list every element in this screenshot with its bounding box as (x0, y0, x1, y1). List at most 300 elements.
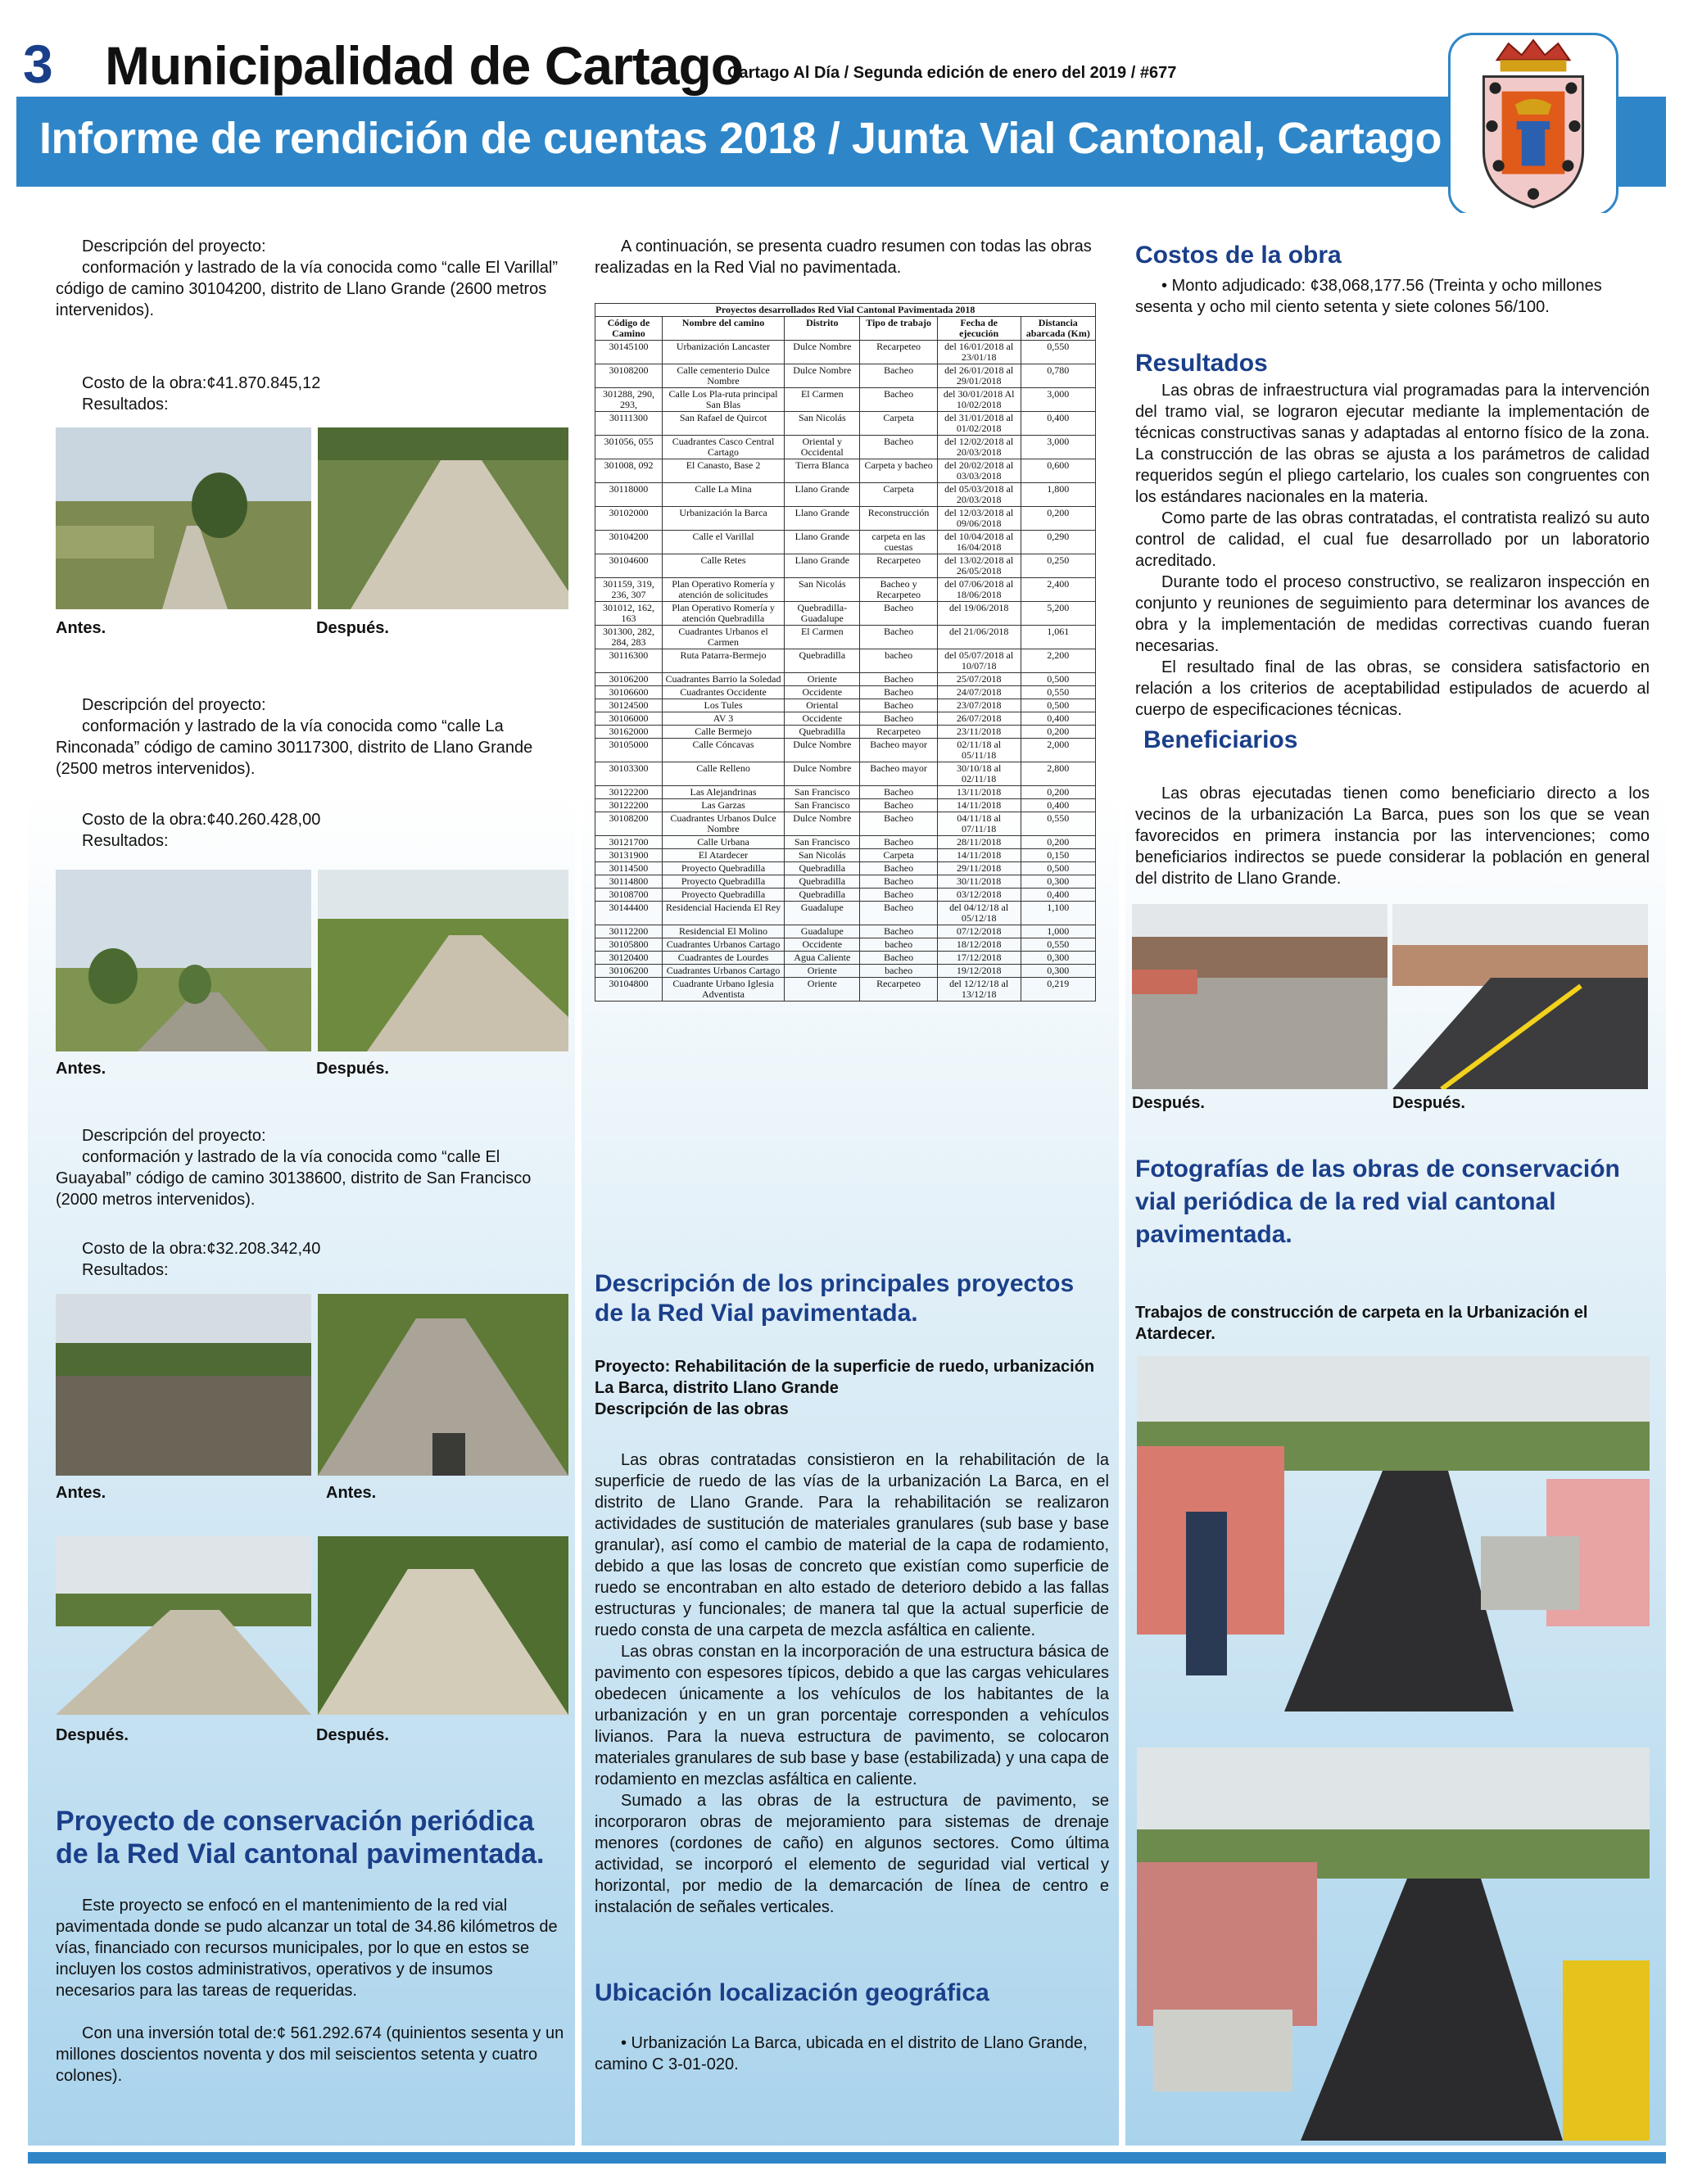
table-cell: Bacheo mayor (860, 739, 937, 762)
table-cell: Quebradilla (785, 862, 860, 875)
table-cell: 30145100 (595, 341, 663, 364)
table-cell: Plan Operativo Romería y atención Quebradilla (662, 602, 784, 626)
section-title-costs: Costos de la obra (1135, 242, 1342, 269)
periodic-conservation-para-1: Este proyecto se enfocó en el mantenimiento de la red vial pavimentada donde se pudo alcanzar un total de 34.86 kilómetros de vías, financiado con recursos municipales, por lo que en estos se incluyen los costos administrativos, operativos y de insumos necesarios para las tareas de requeridas. (56, 1897, 558, 2000)
costs-text: • Monto adjudicado: ¢38,068,177.56 (Treinta y ocho millones sesenta y ocho mil ciento setenta y siete colones 56/100. (1135, 277, 1602, 316)
project2-description (56, 694, 567, 780)
results-block (1135, 380, 1650, 721)
table-cell: 0,219 (1021, 978, 1095, 1002)
table-row (595, 799, 1096, 812)
project1-desc-label: Descripción del proyecto: (82, 237, 266, 255)
table-row (595, 673, 1096, 686)
caption-after: Después. (316, 1726, 389, 1744)
table-cell: del 12/03/2018 al 09/06/2018 (937, 507, 1021, 531)
table-cell: 0,550 (1021, 686, 1095, 699)
table-cell: del 30/01/2018 Al 10/02/2018 (937, 388, 1021, 412)
table-cell: Bacheo (860, 862, 937, 875)
table-cell: 30/10/18 al 02/11/18 (937, 762, 1021, 786)
table-cell: Cuadrantes Urbanos Dulce Nombre (662, 812, 784, 836)
table-cell: Oriente (785, 673, 860, 686)
photo-el-atardecer-paving-2 (1137, 1748, 1650, 2141)
table-row (595, 699, 1096, 712)
caption-before: Antes. (326, 1484, 377, 1502)
table-cell: San Francisco (785, 786, 860, 799)
table-cell: Calle cementerio Dulce Nombre (662, 364, 784, 388)
table-cell: bacheo (860, 649, 937, 673)
table-cell: del 31/01/2018 al 01/02/2018 (937, 412, 1021, 436)
section-title-photos: Fotografías de las obras de conservación vial periódica de la red vial cantonal pavimentada. (1135, 1155, 1620, 1248)
table-cell: Occidente (785, 686, 860, 699)
table-cell: 3,000 (1021, 436, 1095, 459)
table-cell: 0,400 (1021, 799, 1095, 812)
table-cell: El Carmen (785, 626, 860, 649)
table-cell: 2,400 (1021, 578, 1095, 602)
table-cell: 0,250 (1021, 554, 1095, 578)
table-row (595, 965, 1096, 978)
table-cell: Dulce Nombre (785, 341, 860, 364)
works-heading: Descripción de las obras (595, 1400, 789, 1418)
table-cell: 26/07/2018 (937, 712, 1021, 726)
table-cell: Calle Urbana (662, 836, 784, 849)
caption-before: Antes. (56, 1484, 106, 1502)
table-cell: 30108200 (595, 812, 663, 836)
table-cell: Reconstrucción (860, 507, 937, 531)
caption-before: Antes. (56, 619, 106, 637)
table-cell: Proyecto Quebradilla (662, 862, 784, 875)
photo-el-varillal-before (56, 427, 311, 609)
table-cell: 301012, 162, 163 (595, 602, 663, 626)
table-cell: Cuadrantes Urbanos Cartago (662, 965, 784, 978)
table-cell: 04/11/18 al 07/11/18 (937, 812, 1021, 836)
periodic-conservation-text (56, 1895, 567, 2087)
table-cell: 30103300 (595, 762, 663, 786)
main-project-para-1: Las obras contratadas consistieron en la rehabilitación de la superficie de ruedo de las vías de la urbanización La Barca, en el distrito de Llano Grande. Para la rehabilitación se realizaron actividades de sustitución de materiales granulares (sub base y base granular), así como el cambio de material de la capa de rodamiento, debido a que las losas de concreto que existían como superficie de ruedo se encontraban en alto estado de deterioro debido a las fallas estructuras y funcionales; de manera tal que la actual superficie de ruedo consta de una carpeta de mezcla asfáltica en caliente. (595, 1451, 1109, 1639)
table-cell: Calle el Varillal (662, 531, 784, 554)
table-cell: Bacheo (860, 673, 937, 686)
table-row (595, 388, 1096, 412)
table-cell: Carpeta y bacheo (860, 459, 937, 483)
table-row (595, 483, 1096, 507)
table-cell: El Canasto, Base 2 (662, 459, 784, 483)
table-cell: Bacheo (860, 786, 937, 799)
table-cell: Cuadrantes de Lourdes (662, 952, 784, 965)
table-cell: Guadalupe (785, 902, 860, 925)
table-cell: Recarpeteo (860, 341, 937, 364)
table-cell: 23/11/2018 (937, 726, 1021, 739)
table-cell: 30124500 (595, 699, 663, 712)
table-cell: 14/11/2018 (937, 799, 1021, 812)
caption-after: Después. (1132, 1094, 1205, 1112)
table-cell: Bacheo (860, 889, 937, 902)
table-cell: Bacheo (860, 436, 937, 459)
table-cell: Oriente (785, 978, 860, 1002)
table-cell: Calle Cóncavas (662, 739, 784, 762)
project1-desc-text: conformación y lastrado de la vía conocida como “calle El Varillal” código de camino 30104200, distrito de Llano Grande (2600 metros intervenidos). (56, 259, 559, 319)
table-cell: 1,800 (1021, 483, 1095, 507)
table-cell: del 20/02/2018 al 03/03/2018 (937, 459, 1021, 483)
results-para-1: Las obras de infraestructura vial programadas para la intervención del tramo vial, se lograron ejecutar mediante la implementación de técnicas constructivas sanas y adaptadas al entorno físico de la zona. La construcción de las obras se ajusta a los parámetros de calidad requeridos según el pliego cartelario, los cuales son congruentes con los estándares nacionales en la materia. (1135, 382, 1650, 506)
table-cell: 0,200 (1021, 507, 1095, 531)
table-cell: 0,200 (1021, 836, 1095, 849)
caption-after: Después. (56, 1726, 129, 1744)
table-cell: Cuadrantes Urbanos el Carmen (662, 626, 784, 649)
project2-desc-text: conformación y lastrado de la vía conocida como “calle La Rinconada” código de camino 30117300, distrito de Llano Grande (2500 metros intervenidos). (56, 717, 533, 778)
project3-cost: Costo de la obra:¢32.208.342,40 (82, 1240, 321, 1258)
photos-caption: Trabajos de construcción de carpeta en la Urbanización el Atardecer. (1135, 1304, 1588, 1343)
table-row (595, 554, 1096, 578)
table-cell: Carpeta (860, 412, 937, 436)
table-row (595, 812, 1096, 836)
bottom-bar (28, 2152, 1666, 2164)
table-row (595, 626, 1096, 649)
table-cell: Proyecto Quebradilla (662, 875, 784, 889)
table-cell: Bacheo (860, 712, 937, 726)
caption-after: Después. (316, 619, 389, 637)
table-row (595, 952, 1096, 965)
table-cell: 30121700 (595, 836, 663, 849)
table-cell: 30106000 (595, 712, 663, 726)
table-row (595, 649, 1096, 673)
project2-desc-label: Descripción del proyecto: (82, 696, 266, 714)
table-cell: 0,500 (1021, 699, 1095, 712)
photo-el-guayabal-after-2 (318, 1536, 568, 1715)
caption-after: Después. (1392, 1094, 1465, 1112)
table-cell: del 12/02/2018 al 20/03/2018 (937, 436, 1021, 459)
table-cell: Cuadrante Urbano Iglesia Adventista (662, 978, 784, 1002)
table-cell: bacheo (860, 965, 937, 978)
table-cell: Cuadrantes Urbanos Cartago (662, 938, 784, 952)
table-cell: 30102000 (595, 507, 663, 531)
project3-desc-text: conformación y lastrado de la vía conocida como “calle El Guayabal” código de camino 30138600, distrito de San Francisco (2000 metros intervenidos). (56, 1148, 532, 1209)
table-row (595, 726, 1096, 739)
table-cell: Las Garzas (662, 799, 784, 812)
table-cell: 301008, 092 (595, 459, 663, 483)
table-cell: 0,400 (1021, 712, 1095, 726)
results-para-4: El resultado final de las obras, se considera satisfactorio en relación a los criterios de aceptabilidad estipulados de acuerdo al cuerpo de especificaciones técnicas. (1135, 658, 1650, 719)
table-cell: AV 3 (662, 712, 784, 726)
location-block (595, 2033, 1109, 2075)
banner-title: Informe de rendición de cuentas 2018 / Junta Vial Cantonal, Cartago (39, 114, 1442, 163)
table-cell: 0,300 (1021, 965, 1095, 978)
table-cell: Bacheo (860, 925, 937, 938)
table-cell: 30116300 (595, 649, 663, 673)
table-cell: Carpeta (860, 849, 937, 862)
main-project-para-2: Las obras constan en la incorporación de una estructura básica de pavimento con espesores típicos, debido a que las cargas vehiculares obedecen únicamente a los vehículos de los habitantes de la urbanización y en un gran porcentaje corresponden a vehículos livianos. Para la nueva estructura de pavimento, se colocaron materiales granulares de sub base y base (estabilizada) y una capa de rodamiento en mezclas asfáltica en caliente. (595, 1643, 1109, 1788)
table-cell: Cuadrantes Occidente (662, 686, 784, 699)
table-row (595, 686, 1096, 699)
table-cell: 0,400 (1021, 889, 1095, 902)
table-cell: 0,550 (1021, 812, 1095, 836)
table-cell: 0,400 (1021, 412, 1095, 436)
table-row (595, 341, 1096, 364)
table-cell: Bacheo y Recarpeteo (860, 578, 937, 602)
table-cell: 30162000 (595, 726, 663, 739)
table-cell: Oriente (785, 965, 860, 978)
table-cell: 30/11/2018 (937, 875, 1021, 889)
table-cell: 0,290 (1021, 531, 1095, 554)
table-row (595, 712, 1096, 726)
project1-cost: Costo de la obra:¢41.870.845,12 (82, 374, 321, 392)
table-cell: 30144400 (595, 902, 663, 925)
table-row (595, 938, 1096, 952)
photo-el-atardecer-paving-1 (1137, 1356, 1650, 1711)
table-cell: Dulce Nombre (785, 364, 860, 388)
table-cell: Bacheo (860, 699, 937, 712)
table-cell: El Atardecer (662, 849, 784, 862)
main-project-description (595, 1449, 1109, 1918)
table-header-row (595, 317, 1096, 341)
table-cell: 30108200 (595, 364, 663, 388)
table-cell: Bacheo (860, 626, 937, 649)
table-cell: Recarpeteo (860, 978, 937, 1002)
table-cell: 18/12/2018 (937, 938, 1021, 952)
table-cell: 2,800 (1021, 762, 1095, 786)
table-cell: Quebradilla (785, 726, 860, 739)
table-cell: 29/11/2018 (937, 862, 1021, 875)
section-title-periodic-conservation: Proyecto de conservación periódica de la Red Vial cantonal pavimentada. (56, 1806, 545, 1870)
section-title-results: Resultados (1135, 350, 1268, 377)
table-cell: San Rafael de Quircot (662, 412, 784, 436)
table-cell: 02/11/18 al 05/11/18 (937, 739, 1021, 762)
table-cell: bacheo (860, 938, 937, 952)
table-cell: 17/12/2018 (937, 952, 1021, 965)
table-cell: 14/11/2018 (937, 849, 1021, 862)
table-row (595, 862, 1096, 875)
table-cell: 30104200 (595, 531, 663, 554)
table-cell: Bacheo (860, 902, 937, 925)
table-cell: Plan Operativo Romería y atención de solicitudes (662, 578, 784, 602)
table-row (595, 602, 1096, 626)
table-cell: 30122200 (595, 786, 663, 799)
project3-results-label: Resultados: (82, 1261, 169, 1279)
table-intro-text: A continuación, se presenta cuadro resumen con todas las obras realizadas en la Red Vial no pavimentada. (595, 237, 1092, 277)
table-cell: 0,550 (1021, 341, 1095, 364)
photo-la-barca-after-2 (1392, 904, 1648, 1089)
project2-cost: Costo de la obra:¢40.260.428,00 (82, 811, 321, 829)
table-cell: Occidente (785, 712, 860, 726)
table-cell: 301159, 319, 236, 307 (595, 578, 663, 602)
table-cell: 0,550 (1021, 938, 1095, 952)
project-heading: Proyecto: Rehabilitación de la superficie de ruedo, urbanización La Barca, distrito Llano Grande (595, 1358, 1095, 1397)
table-cell: del 21/06/2018 (937, 626, 1021, 649)
table-cell: 0,200 (1021, 786, 1095, 799)
table-cell: Quebradilla (785, 875, 860, 889)
photo-el-guayabal-before-1 (56, 1294, 311, 1476)
table-cell: del 12/12/18 al 13/12/18 (937, 978, 1021, 1002)
table-row (595, 412, 1096, 436)
table-cell: 25/07/2018 (937, 673, 1021, 686)
table-header-cell: Distrito (785, 317, 860, 341)
project2-results-label: Resultados: (82, 832, 169, 850)
table-row (595, 507, 1096, 531)
costs-block (1135, 275, 1650, 318)
table-cell: del 05/07/2018 al 10/07/18 (937, 649, 1021, 673)
table-cell: Ruta Patarra-Bermejo (662, 649, 784, 673)
table-cell: 30118000 (595, 483, 663, 507)
table-cell: Los Tules (662, 699, 784, 712)
table-cell: Dulce Nombre (785, 812, 860, 836)
edition-line: Cartago Al Día / Segunda edición de enero del 2019 / #677 (727, 64, 1177, 82)
periodic-conservation-para-2: Con una inversión total de:¢ 561.292.674 (quinientos sesenta y un millones doscientos noventa y dos mil seiscientos setenta y cuatro colones). (56, 2024, 564, 2085)
table-cell: Bacheo (860, 364, 937, 388)
table-row (595, 875, 1096, 889)
table-cell: Urbanización Lancaster (662, 341, 784, 364)
table-cell: 0,150 (1021, 849, 1095, 862)
beneficiaries-block (1135, 783, 1650, 889)
table-cell: 0,300 (1021, 875, 1095, 889)
table-cell: 30106200 (595, 965, 663, 978)
works-summary-table (595, 303, 1096, 1002)
works-table-wrapper (595, 303, 1096, 1002)
table-cell: 30131900 (595, 849, 663, 862)
table-cell: San Nicolás (785, 578, 860, 602)
table-cell: Llano Grande (785, 554, 860, 578)
table-cell: 30112200 (595, 925, 663, 938)
photo-el-varillal-after (318, 427, 568, 609)
table-cell: del 05/03/2018 al 20/03/2018 (937, 483, 1021, 507)
table-cell: Carpeta (860, 483, 937, 507)
table-cell: 19/12/2018 (937, 965, 1021, 978)
page-number: 3 (23, 34, 53, 94)
table-intro (595, 236, 1109, 278)
table-cell: 301288, 290, 293, (595, 388, 663, 412)
table-cell: Dulce Nombre (785, 739, 860, 762)
table-cell: 0,200 (1021, 726, 1095, 739)
table-row (595, 925, 1096, 938)
table-cell: Proyecto Quebradilla (662, 889, 784, 902)
location-text: • Urbanización La Barca, ubicada en el distrito de Llano Grande, camino C 3-01-020. (595, 2034, 1088, 2073)
beneficiaries-text: Las obras ejecutadas tienen como beneficiario directo a los vecinos de la urbanización La Barca, pues son los que se vean favorecidos en primera instancia por las intervenciones; como beneficiarios indirectos se puede considerar la población en general del distrito de Llano Grande. (1135, 785, 1650, 888)
table-cell: 1,061 (1021, 626, 1095, 649)
photo-el-guayabal-before-2 (318, 1294, 568, 1476)
coat-of-arms-logo (1448, 33, 1618, 216)
table-cell: 28/11/2018 (937, 836, 1021, 849)
table-cell: 0,300 (1021, 952, 1095, 965)
table-header-cell: Distancia abarcada (Km) (1021, 317, 1095, 341)
table-cell: carpeta en las cuestas (860, 531, 937, 554)
section-title-location: Ubicación localización geográfica (595, 1979, 989, 2006)
table-cell: 30106600 (595, 686, 663, 699)
project1-description (56, 236, 567, 321)
table-cell: del 04/12/18 al 05/12/18 (937, 902, 1021, 925)
table-cell: 2,000 (1021, 739, 1095, 762)
section-title-beneficiaries: Beneficiarios (1143, 726, 1298, 753)
table-cell: Recarpeteo (860, 554, 937, 578)
table-cell: Bacheo (860, 602, 937, 626)
table-row (595, 578, 1096, 602)
table-cell: Calle Relleno (662, 762, 784, 786)
table-cell: Bacheo (860, 952, 937, 965)
table-cell: Dulce Nombre (785, 762, 860, 786)
table-cell: Llano Grande (785, 483, 860, 507)
project1-results-label: Resultados: (82, 396, 169, 414)
table-cell: 30111300 (595, 412, 663, 436)
table-cell: del 16/01/2018 al 23/01/18 (937, 341, 1021, 364)
table-cell: 0,780 (1021, 364, 1095, 388)
table-cell: Bacheo mayor (860, 762, 937, 786)
table-cell: Calle La Mina (662, 483, 784, 507)
table-cell: Bacheo (860, 812, 937, 836)
table-cell: 1,100 (1021, 902, 1095, 925)
table-cell: 1,000 (1021, 925, 1095, 938)
table-cell: 30114500 (595, 862, 663, 875)
table-cell: del 26/01/2018 al 29/01/2018 (937, 364, 1021, 388)
table-cell: Bacheo (860, 836, 937, 849)
table-cell: 30122200 (595, 799, 663, 812)
table-cell: Calle Los Pla-ruta principal San Blas (662, 388, 784, 412)
table-cell: 30105800 (595, 938, 663, 952)
table-cell: Llano Grande (785, 507, 860, 531)
results-para-2: Como parte de las obras contratadas, el contratista realizó su auto control de calidad, el cual fue desarrollado por un laboratorio acreditado. (1135, 509, 1650, 570)
table-cell: Occidente (785, 938, 860, 952)
table-cell: 30105000 (595, 739, 663, 762)
table-cell: 5,200 (1021, 602, 1095, 626)
table-row (595, 978, 1096, 1002)
table-cell: Oriental (785, 699, 860, 712)
table-cell: Bacheo (860, 686, 937, 699)
results-para-3: Durante todo el proceso constructivo, se realizaron inspección en conjunto y reuniones de seguimiento para determinar los avances de obra y la implementación de medidas correctivas cuando fueran necesarias. (1135, 573, 1650, 655)
table-title: Proyectos desarrollados Red Vial Cantonal Pavimentada 2018 (595, 304, 1096, 317)
table-cell: Quebradilla- Guadalupe (785, 602, 860, 626)
table-cell: Urbanización la Barca (662, 507, 784, 531)
table-cell: Llano Grande (785, 531, 860, 554)
table-row (595, 739, 1096, 762)
caption-after: Después. (316, 1060, 389, 1078)
masthead: Municipalidad de Cartago (105, 35, 744, 96)
caption-before: Antes. (56, 1060, 106, 1078)
table-cell: Las Alejandrinas (662, 786, 784, 799)
table-cell: 0,500 (1021, 862, 1095, 875)
project3-cost-block (82, 1238, 565, 1281)
table-cell: 301056, 055 (595, 436, 663, 459)
table-cell: Oriental y Occidental (785, 436, 860, 459)
table-row (595, 849, 1096, 862)
project3-description (56, 1125, 567, 1210)
table-cell: 30114800 (595, 875, 663, 889)
main-project-para-3: Sumado a las obras de la estructura de pavimento, se incorporaron obras de mejoramiento para sistemas de drenaje menores (cordones de caño) en algunos sectores. Como última actividad, se incorporó el elemento de seguridad vial vertical y horizontal, por medio de la demarcación de línea de centro e instalación de señales verticales. (595, 1792, 1109, 1916)
table-header-cell: Código de Camino (595, 317, 663, 341)
section-title-main-projects: Descripción de los principales proyectos de la Red Vial pavimentada. (595, 1270, 1075, 1327)
table-cell: 0,500 (1021, 673, 1095, 686)
photo-la-rinconada-before (56, 870, 311, 1051)
table-cell: 03/12/2018 (937, 889, 1021, 902)
table-row (595, 364, 1096, 388)
table-cell: 23/07/2018 (937, 699, 1021, 712)
project2-cost-block (82, 809, 565, 852)
table-cell: Calle Bermejo (662, 726, 784, 739)
photo-la-barca-after-1 (1132, 904, 1387, 1089)
table-cell: San Francisco (785, 799, 860, 812)
table-cell: del 19/06/2018 (937, 602, 1021, 626)
table-cell: San Francisco (785, 836, 860, 849)
table-cell: Bacheo (860, 799, 937, 812)
table-cell: 30106200 (595, 673, 663, 686)
table-cell: 30108700 (595, 889, 663, 902)
table-cell: San Nicolás (785, 412, 860, 436)
table-row (595, 459, 1096, 483)
table-cell: 13/11/2018 (937, 786, 1021, 799)
table-header-cell: Fecha de ejecución (937, 317, 1021, 341)
table-cell: 2,200 (1021, 649, 1095, 673)
table-cell: 30120400 (595, 952, 663, 965)
table-row (595, 836, 1096, 849)
photo-el-guayabal-after-1 (56, 1536, 311, 1715)
table-cell: del 10/04/2018 al 16/04/2018 (937, 531, 1021, 554)
table-row (595, 436, 1096, 459)
table-header-cell: Tipo de trabajo (860, 317, 937, 341)
table-cell: Guadalupe (785, 925, 860, 938)
table-cell: Cuadrantes Barrio la Soledad (662, 673, 784, 686)
